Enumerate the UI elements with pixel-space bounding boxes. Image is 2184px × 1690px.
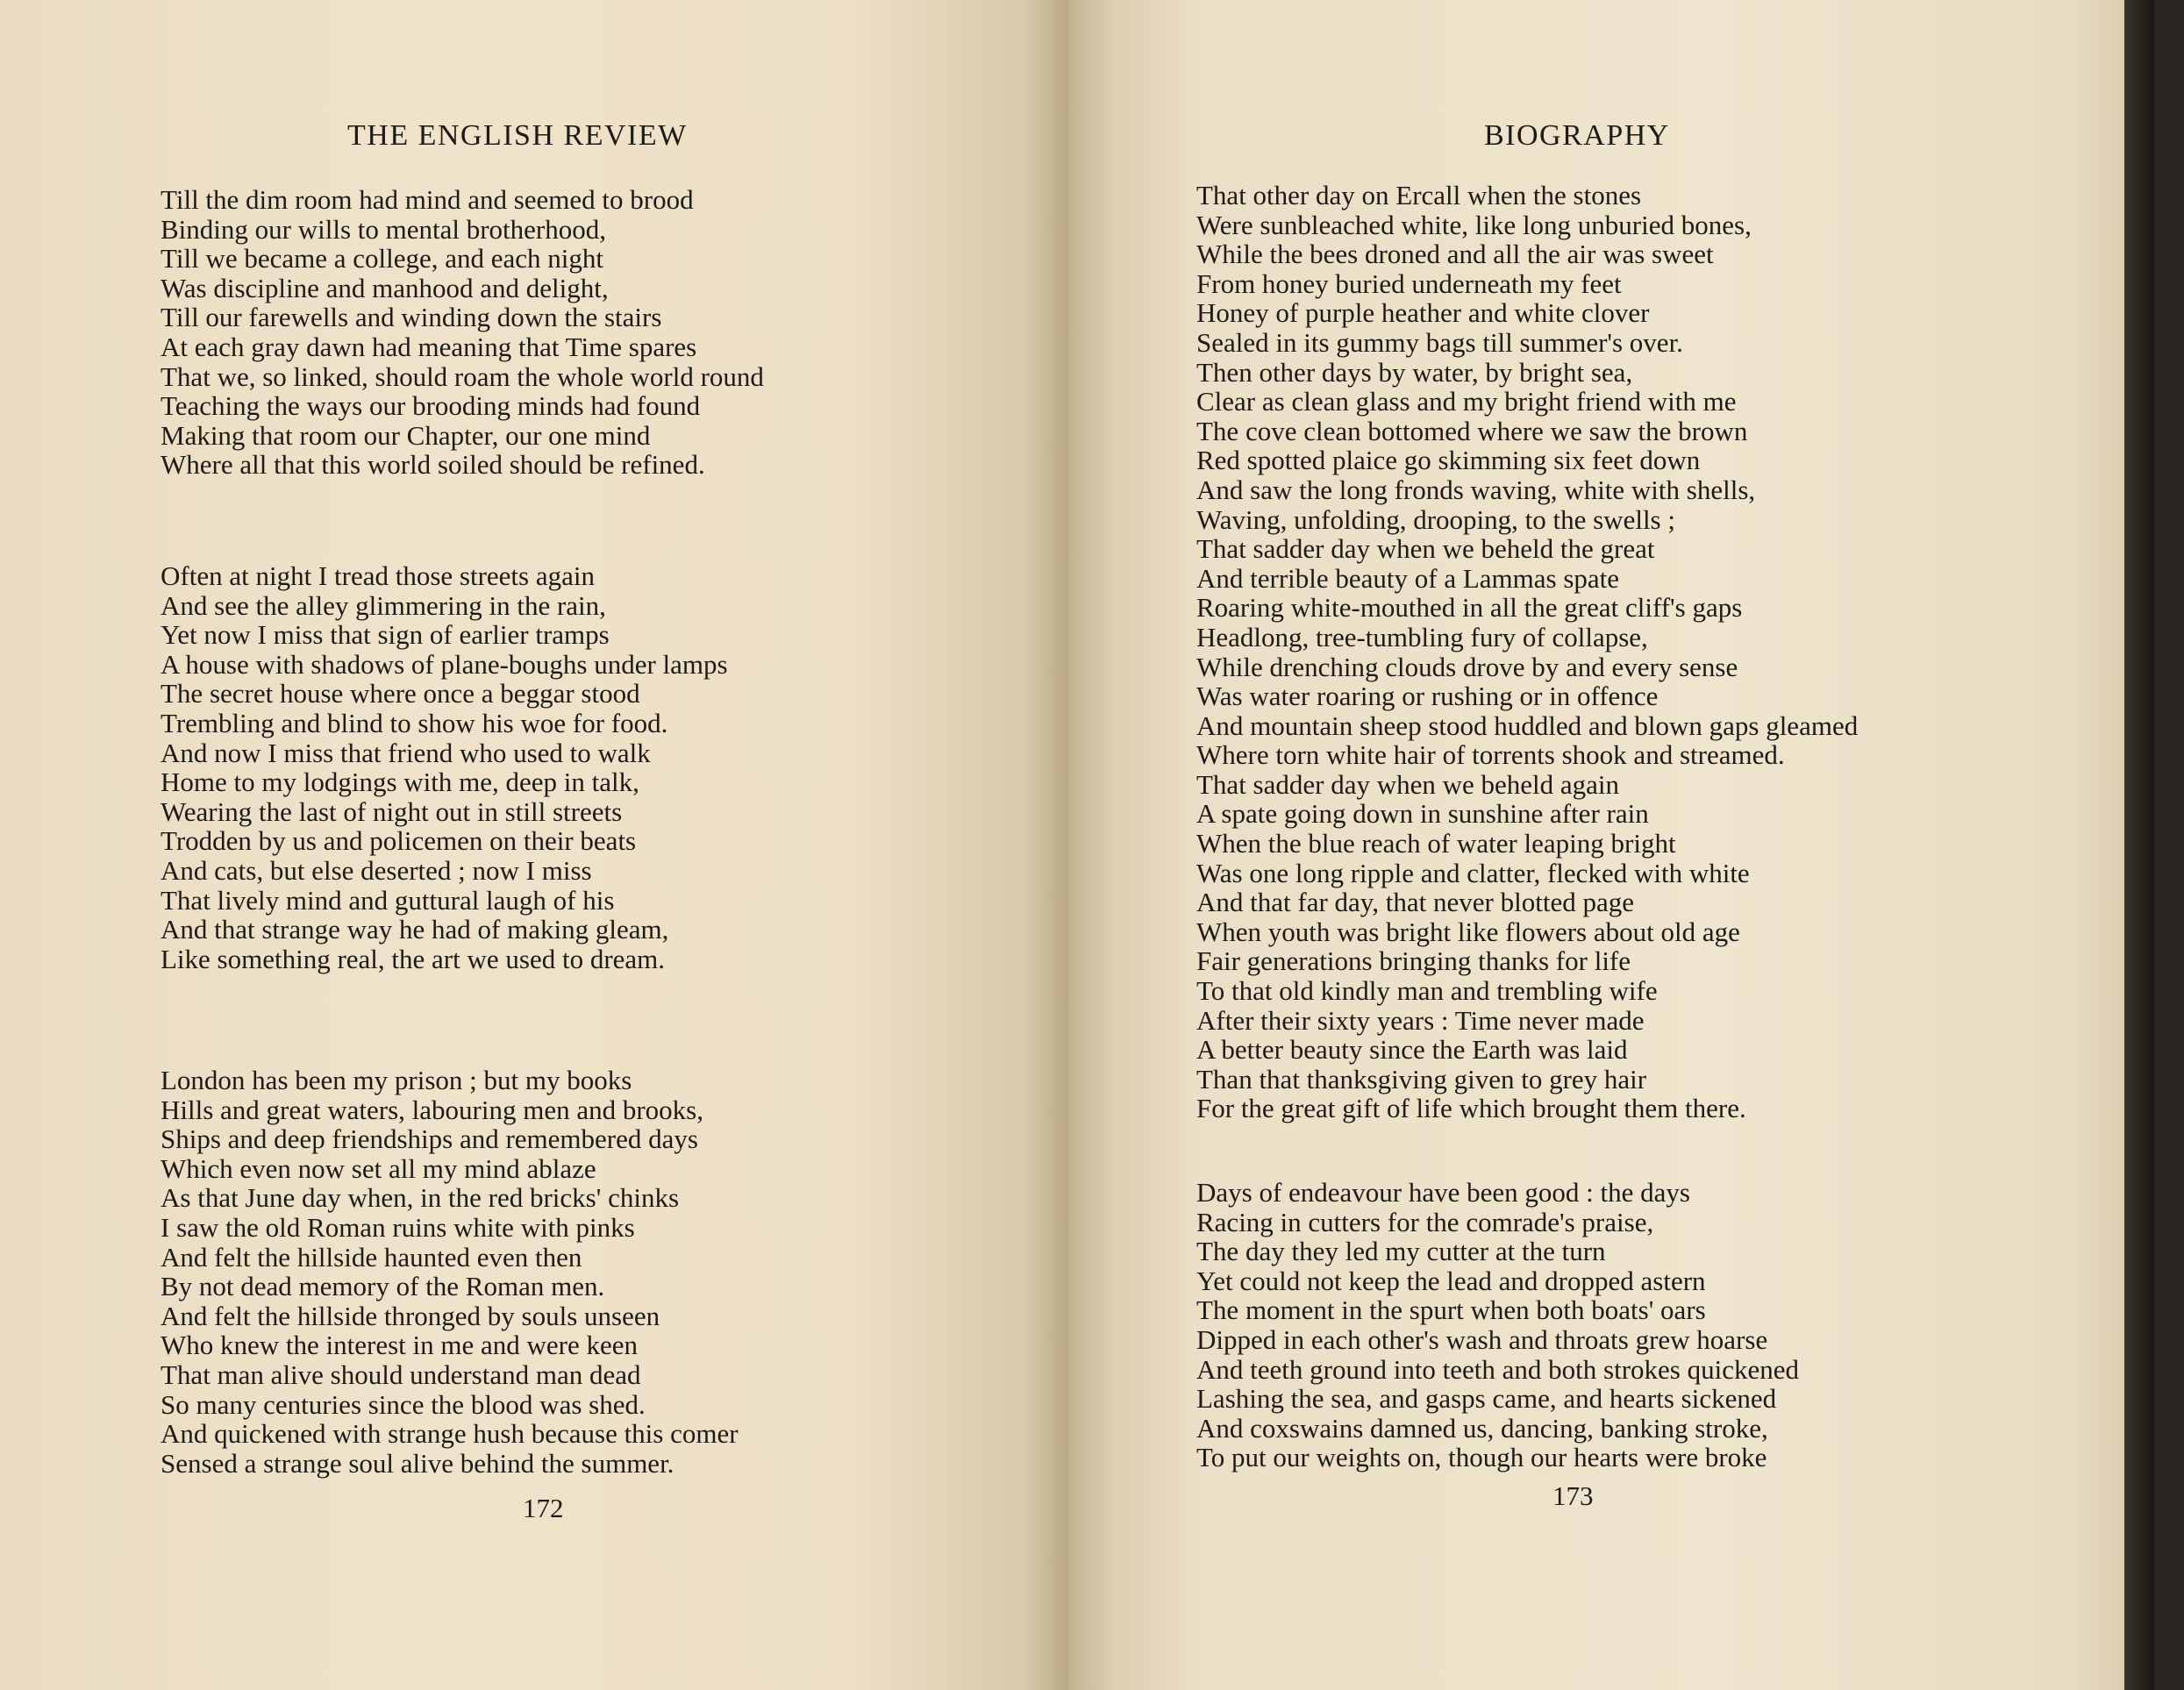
- verse-line: Clear as clean glass and my bright friend with me: [1196, 386, 1737, 417]
- verse-line: Teaching the ways our brooding minds had found: [161, 390, 701, 422]
- verse-line: A better beauty since the Earth was laid: [1196, 1034, 1628, 1066]
- verse-line: While drenching clouds drove by and every sense: [1196, 651, 1738, 682]
- verse-line: From honey buried underneath my feet: [1196, 267, 1622, 299]
- verse-line: The day they led my cutter at the turn: [1196, 1236, 1606, 1267]
- verse-line: To that old kindly man and trembling wife: [1196, 975, 1658, 1007]
- verse-line: Sealed in its gummy bags till summer's over.: [1196, 326, 1683, 358]
- verse-line: Waving, unfolding, drooping, to the swells ;: [1196, 503, 1675, 535]
- verse-line: After their sixty years : Time never made: [1196, 1004, 1645, 1036]
- verse-line: And now I miss that friend who used to walk: [161, 737, 651, 768]
- verse-line: Racing in cutters for the comrade's praise,: [1196, 1206, 1654, 1237]
- page-edge: [2124, 0, 2154, 1690]
- verse-line: London has been my prison ; but my books: [161, 1065, 632, 1095]
- stanza: [1196, 1178, 1799, 1473]
- verse-line: And terrible beauty of a Lammas spate: [1196, 562, 1620, 594]
- running-head: BIOGRAPHY: [1484, 119, 1670, 152]
- verse-line: I saw the old Roman ruins white with pinks: [161, 1211, 635, 1243]
- verse-line: While the bees droned and all the air was sweet: [1196, 239, 1714, 270]
- verse-line: Till we became a college, and each night: [161, 243, 604, 275]
- verse-line: Often at night I tread those streets again: [161, 560, 595, 591]
- verse-line: The moment in the spurt when both boats' oars: [1196, 1294, 1706, 1326]
- verse-line: Till our farewells and winding down the stairs: [161, 302, 662, 333]
- verse-line: And that far day, that never blotted page: [1196, 887, 1634, 918]
- verse-line: Hills and great waters, labouring men and brooks,: [161, 1094, 703, 1125]
- verse-line: So many centuries since the blood was shed.: [161, 1388, 646, 1420]
- verse-line: Days of endeavour have been good : the days: [1196, 1177, 1690, 1208]
- verse-line: Where all that this world soiled should be refined.: [161, 449, 705, 481]
- verse-line: Which even now set all my mind ablaze: [161, 1152, 596, 1184]
- verse-line: And coxswains damned us, dancing, banking stroke,: [1196, 1412, 1768, 1444]
- verse-line: Where torn white hair of torrents shook and streamed.: [1196, 739, 1785, 771]
- verse-line: Then other days by water, by bright sea,: [1196, 356, 1633, 388]
- verse-line: And mountain sheep stood huddled and blown gaps gleamed: [1196, 710, 1859, 741]
- verse-line: When youth was bright like flowers about old age: [1196, 916, 1740, 947]
- verse-line: Wearing the last of night out in still streets: [161, 795, 623, 827]
- right-page: [1068, 0, 2154, 1690]
- verse-line: Fair generations bringing thanks for life: [1196, 945, 1631, 977]
- verse-line: And cats, but else deserted ; now I miss: [161, 854, 592, 886]
- verse-line: That sadder day when we beheld the great: [1196, 533, 1655, 565]
- verse-line: Making that room our Chapter, our one mind: [161, 419, 651, 451]
- verse-line: And felt the hillside haunted even then: [161, 1241, 582, 1273]
- verse-line: Honey of purple heather and white clover: [1196, 297, 1650, 329]
- verse-line: A spate going down in sunshine after rain: [1196, 798, 1649, 830]
- verse-line: That other day on Ercall when the stones: [1196, 180, 1642, 210]
- verse-line: That sadder day when we beheld again: [1196, 768, 1620, 800]
- verse-line: By not dead memory of the Roman men.: [161, 1271, 605, 1302]
- verse-line: That lively mind and guttural laugh of his: [161, 884, 615, 916]
- verse-line: Till the dim room had mind and seemed to brood: [161, 184, 694, 215]
- verse-line: Like something real, the art we used to dream.: [161, 943, 666, 974]
- verse-line: Home to my lodgings with me, deep in talk,: [161, 767, 639, 798]
- verse-line: The secret house where once a beggar stood: [161, 678, 640, 710]
- verse-line: A house with shadows of plane-boughs under lamps: [161, 648, 728, 680]
- verse-line: Was water roaring or rushing or in offence: [1196, 681, 1659, 712]
- verse-line: Was discipline and manhood and delight,: [161, 272, 609, 303]
- verse-line: Ships and deep friendships and remembered days: [161, 1123, 698, 1155]
- verse-line: Lashing the sea, and gasps came, and hearts sickened: [1196, 1383, 1777, 1415]
- verse-line: At each gray dawn had meaning that Time spares: [161, 331, 697, 362]
- page-number: 172: [523, 1493, 564, 1523]
- verse-line: Yet now I miss that sign of earlier tramps: [161, 619, 610, 651]
- verse-line: Roaring white-mouthed in all the great cliff's gaps: [1196, 592, 1743, 624]
- verse-line: And see the alley glimmering in the rain,: [161, 589, 606, 621]
- page-number: 173: [1552, 1480, 1594, 1511]
- left-page: [0, 0, 1068, 1690]
- verse-line: When the blue reach of water leaping bright: [1196, 828, 1676, 859]
- verse-line: That man alive should understand man dead: [161, 1358, 641, 1390]
- verse-line: And that strange way he had of making gleam,: [161, 914, 669, 945]
- verse-line: That we, so linked, should roam the whole world round: [161, 360, 764, 392]
- verse-line: As that June day when, in the red bricks' chinks: [161, 1182, 680, 1214]
- verse-line: And felt the hillside thronged by souls unseen: [161, 1300, 660, 1331]
- verse-line: Were sunbleached white, like long unburied bones,: [1196, 209, 1752, 240]
- verse-line: Was one long ripple and clatter, flecked with white: [1196, 857, 1750, 888]
- verse-line: Who knew the interest in me and were keen: [161, 1330, 639, 1361]
- verse-line: Trembling and blind to show his woe for food.: [161, 707, 668, 738]
- verse-line: Binding our wills to mental brotherhood,: [161, 213, 607, 245]
- verse-line: Yet could not keep the lead and dropped astern: [1196, 1265, 1706, 1296]
- verse-line: The cove clean bottomed where we saw the brown: [1196, 415, 1748, 446]
- verse-line: And quickened with strange hush because this comer: [161, 1418, 739, 1450]
- verse-line: Red spotted plaice go skimming six feet down: [1196, 445, 1701, 476]
- stanza: [161, 1066, 739, 1478]
- verse-line: Than that thanksgiving given to grey hair: [1196, 1063, 1647, 1095]
- verse-line: Sensed a strange soul alive behind the summer.: [161, 1447, 674, 1479]
- stanza: [161, 561, 728, 973]
- verse-line: And saw the long fronds waving, white with shells,: [1196, 474, 1756, 505]
- verse-line: To put our weights on, though our hearts were broke: [1196, 1442, 1767, 1473]
- stanza: [1196, 181, 1858, 1123]
- verse-line: Headlong, tree-tumbling fury of collapse,: [1196, 621, 1648, 652]
- verse-line: Trodden by us and policemen on their beats: [161, 825, 637, 857]
- verse-line: Dipped in each other's wash and throats grew hoarse: [1196, 1323, 1768, 1355]
- running-head: THE ENGLISH REVIEW: [347, 119, 688, 152]
- verse-line: And teeth ground into teeth and both strokes quickened: [1196, 1353, 1800, 1385]
- stanza: [161, 185, 764, 480]
- verse-line: For the great gift of life which brought them there.: [1196, 1093, 1746, 1124]
